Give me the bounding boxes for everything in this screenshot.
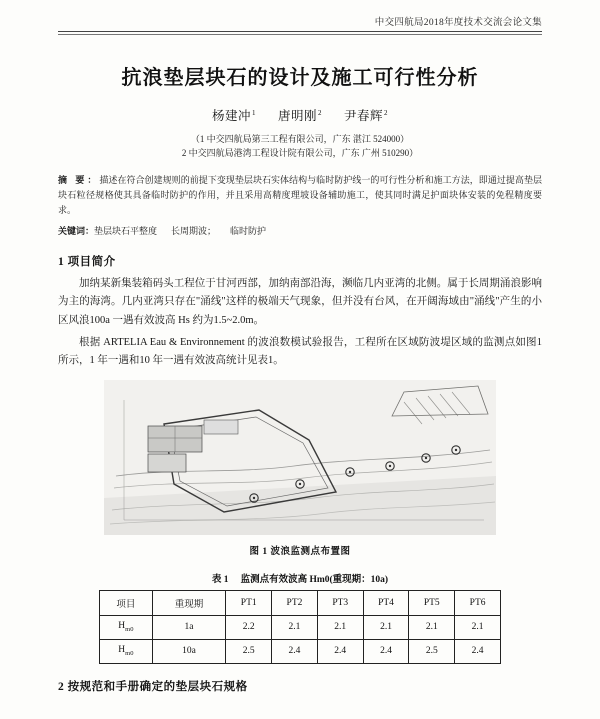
abstract-text: 描述在符合创建规则的前提下变现垫层块石实体结构与临时防护线一的可行性分析和施工方法，即通过提高垫层块石粒径规格使其具备临时防护的作用，并且采用高精度理坡设备辅助施工，使其同时满足护面块体安装的免程精度要求。 (58, 174, 542, 215)
author-affil-marker: 1 (251, 108, 256, 117)
monitoring-data-table (99, 590, 501, 664)
table-cell-value: 2.1 (272, 615, 318, 639)
author-affil-marker: 2 (384, 108, 389, 117)
table-cell-value: 2.4 (455, 639, 501, 663)
table-cell-value: 2.5 (226, 639, 272, 663)
table-caption (58, 571, 542, 585)
section-heading-1: 1 项目简介 (58, 256, 116, 269)
row-item-subscript: m0 (125, 650, 134, 658)
table-column-header: PT1 (226, 590, 272, 615)
affiliation-block (58, 133, 542, 161)
table-cell-value: 2.4 (317, 639, 363, 663)
table-column-header: PT2 (272, 590, 318, 615)
keyword-item: 临时防护 (230, 226, 267, 237)
keyword-item: 垫层块石平整度 (94, 226, 158, 237)
wave-monitoring-layout-diagram (104, 380, 496, 535)
table-cell-value: 2.1 (409, 615, 455, 639)
table-cell-period: 1a (152, 615, 226, 639)
table-cell-item (100, 615, 153, 639)
table-row (100, 639, 501, 663)
affiliation-line: （1 中交四航局第三工程有限公司，广东 湛江 524000） (190, 134, 410, 144)
table-column-header: 项目 (100, 590, 153, 615)
author-affil-marker: 2 (318, 108, 322, 117)
author-name: 唐明刚 (277, 109, 317, 123)
row-item-symbol: H (118, 621, 126, 632)
table-column-header: PT6 (455, 590, 501, 615)
affiliation-line: 2 中交四航局港湾工程设计院有限公司，广东 广州 510290） (181, 147, 419, 158)
table-caption-text: 监测点有效波高 Hm0(重现期：10a) (240, 574, 389, 585)
header-rule-top (58, 31, 542, 32)
abstract-label: 摘 要： (58, 174, 100, 185)
page-content (58, 14, 542, 694)
table-header-row (100, 590, 501, 615)
keyword-item: 长周期波； (171, 226, 217, 237)
figure-block (58, 380, 542, 557)
abstract-block (58, 173, 542, 218)
table-column-header: PT4 (363, 590, 409, 615)
table-column-header: 重现期 (152, 590, 226, 615)
paragraph: 根据 ARTELIA Eau & Environnement 的波浪数模试验报告，工程所在区域防波堤区域的监测点如图1所示，1 年一遇和10 年一遇有效波高统计见表1。 (58, 336, 542, 366)
row-item-subscript: m0 (125, 626, 134, 634)
section-heading-2: 2 按规范和手册确定的垫层块石规格 (58, 680, 248, 693)
running-header: 中交四航局2018年度技术交流会论文集 (374, 18, 542, 28)
table-column-header: PT3 (317, 590, 363, 615)
table-cell-period: 10a (152, 639, 226, 663)
table-cell-value: 2.1 (455, 615, 501, 639)
table-cell-value: 2.5 (409, 639, 455, 663)
table-cell-value: 2.4 (272, 639, 318, 663)
table-cell-item (100, 639, 153, 663)
keywords-label: 关键词： (58, 226, 95, 237)
header-rule-bottom (58, 34, 542, 35)
table-caption-label: 表 1 (211, 574, 229, 585)
author-list (58, 106, 542, 124)
table-cell-value: 2.1 (317, 615, 363, 639)
table-cell-value: 2.4 (363, 639, 409, 663)
table-cell-value: 2.2 (226, 615, 272, 639)
page-title: 抗浪垫层块石的设计及施工可行性分析 (121, 67, 479, 89)
paragraph: 加纳某新集装箱码头工程位于甘河西部，加纳南部沿海，濒临几内亚湾的北侧。属于长周期涌浪影响为主的海湾。几内亚湾只存在"涌线"这样的极端天气现象，但并没有台风，在开阔海域由"涌线"产生的小区风浪100a 一遇有效波高 Hs 约为1.5~2.0m。 (58, 278, 542, 326)
table-cell-value: 2.1 (363, 615, 409, 639)
figure-caption: 图 1 波浪监测点布置图 (249, 546, 351, 557)
author-name: 杨建冲 (211, 109, 251, 123)
figure-image (104, 380, 496, 535)
keywords-items (94, 226, 280, 236)
author-name: 尹春辉 (344, 109, 384, 123)
row-item-symbol: H (118, 645, 126, 656)
table-column-header: PT5 (409, 590, 455, 615)
keywords-block (58, 224, 542, 237)
table-row (100, 615, 501, 639)
